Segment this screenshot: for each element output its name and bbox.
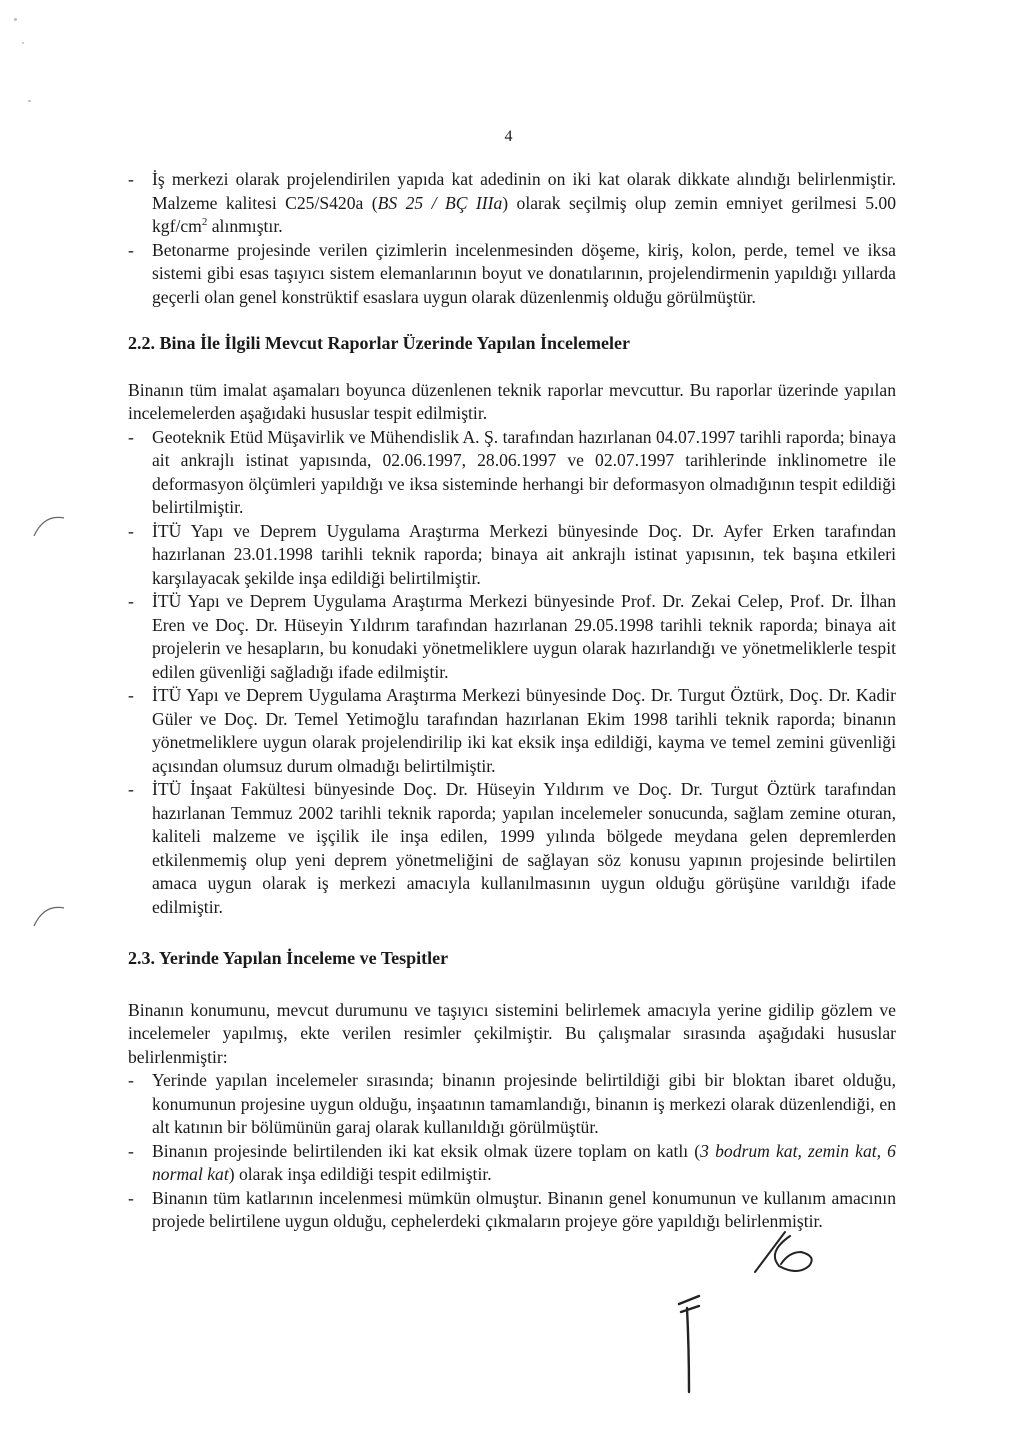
scan-speck xyxy=(14,18,17,21)
top-bullet-list xyxy=(128,168,896,309)
list-item: - Binanın projesinde belirtilenden iki kat eksik olmak üzere toplam on katlı (3 bodrum kat, zemin kat, 6 normal kat) olarak inşa edildiği tespit edilmiştir. xyxy=(128,1140,896,1184)
list-item: - İTÜ İnşaat Fakültesi bünyesinde Doç. Dr. Hüseyin Yıldırım ve Doç. Dr. Turgut Öztürk tarafından hazırlanan Temmuz 2002 tarihli teknik raporda; yapılan incelemeler sonucunda, sağlam zemine oturan, kaliteli malzeme ve işçilik ile inşa edilen, 1999 yılında bölgede meydana gelen depremlerden etkilenmemiş olup yeni deprem yönetmeliğini de sağlayan söz konusu yapının projesinde belirtilen amaca uygun olarak iş merkezi amacıyla kullanılmasının uygun olduğu görüşüne varıldığı ifade edilmiştir. xyxy=(128,779,896,917)
bullet-dash: - xyxy=(128,1187,134,1208)
bullet-dash: - xyxy=(128,520,134,541)
section-2-2-list xyxy=(128,426,896,920)
section-heading-2-2: 2.2. Bina İle İlgili Mevcut Raporlar Üzerinde Yapılan İncelemeler xyxy=(128,333,630,353)
margin-arc-mark xyxy=(30,900,70,930)
list-item: - Yerinde yapılan incelemeler sırasında; binanın projesinde belirtildiği gibi bir bloktan ibaret olduğu, konumunun projesine uygun olduğu, inşaatının tamamlandığı, binanın iş merkezi olarak düzenlendiği, en alt katının bir bölümünün garaj olarak kullanıldığı görülmüştür. xyxy=(128,1070,896,1137)
handwritten-signature xyxy=(665,1288,725,1398)
bullet-dash: - xyxy=(128,1070,134,1090)
page-body xyxy=(128,168,896,1234)
bullet-dash: - xyxy=(128,779,134,799)
bullet-dash: - xyxy=(128,239,134,260)
list-item: - İş merkezi olarak projelendirilen yapıda kat adedinin on iki kat olarak dikkate alındığı belirlenmiştir. Malzeme kalitesi C25/S420a (BS 25 / BÇ IIIa) olarak seçilmiş olup zemin emniyet gerilmesi 5.00 kgf/$cm^2$ alınmıştır. xyxy=(128,169,896,236)
margin-arc-mark xyxy=(30,510,70,540)
section-2-3-list xyxy=(128,1069,896,1234)
bullet-dash: - xyxy=(128,426,134,447)
list-item: - İTÜ Yapı ve Deprem Uygulama Araştırma Merkezi bünyesinde Doç. Dr. Ayfer Erken tarafından hazırlanan 23.01.1998 tarihli teknik raporda; binaya ait ankrajlı istinat yapısının, tek başına etkileri karşılayacak şekilde inşa edildiği belirtilmiştir. xyxy=(128,520,896,588)
bullet-dash: - xyxy=(128,685,134,705)
list-item: - İTÜ Yapı ve Deprem Uygulama Araştırma Merkezi bünyesinde Doç. Dr. Turgut Öztürk, Doç. Dr. Kadir Güler ve Doç. Dr. Temel Yetimoğlu tarafından hazırlanan Ekim 1998 tarihli teknik raporda; binanın yönetmeliklere uygun olarak projelendirilip iki kat eksik inşa edildiği, kayma ve temel zemini güvenliği açısından olumsuz durum olmadığı belirtilmiştir. xyxy=(128,685,896,776)
section-2-3-intro: Binanın konumunu, mevcut durumunu ve taşıyıcı sistemini belirlemek amacıyla yerine gidilip gözlem ve incelemeler yapılmış, ekte verilen resimler çekilmiştir. Bu çalışmalar sırasında aşağıdaki hususlar belirlenmiştir: xyxy=(128,999,896,1067)
list-item: - Betonarme projesinde verilen çizimlerin incelenmesinden döşeme, kiriş, kolon, perde, temel ve iksa sistemi gibi esas taşıyıcı sistem elemanlarının boyut ve donatılarının, projelendirmenin yapıldığı yıllarda geçerli olan genel konstrüktif esaslara uygun olarak düzenlenmiş olduğu görülmüştür. xyxy=(128,239,896,307)
scan-speck xyxy=(28,100,31,102)
scan-speck xyxy=(22,42,24,44)
list-item: - Binanın tüm katlarının incelenmesi mümkün olmuştur. Binanın genel konumunun ve kullanım amacının projede belirtilene uygun olduğu, cephelerdeki çıkmaların projeye göre yapıldığı belirlenmiştir. xyxy=(128,1187,896,1231)
page-number: 4 xyxy=(504,128,513,145)
bullet-dash: - xyxy=(128,591,134,611)
list-item: - Geoteknik Etüd Müşavirlik ve Mühendislik A. Ş. tarafından hazırlanan 04.07.1997 tarihli raporda; binaya ait ankrajlı istinat yapısında, 02.06.1997, 28.06.1997 ve 02.07.1997 tarihlerinde inklinometre ile deformasyon ölçümleri yapıldığı ve iksa sisteminde herhangi bir deformasyon olmadığının tespit edildiği belirtilmiştir. xyxy=(128,426,896,517)
section-heading-2-3: 2.3. Yerinde Yapılan İnceleme ve Tespitler xyxy=(128,948,449,968)
section-2-2-intro: Binanın tüm imalat aşamaları boyunca düzenlenen teknik raporlar mevcuttur. Bu raporlar üzerinde yapılan incelemelerden aşağıdaki hususlar tespit edilmiştir. xyxy=(128,379,896,423)
bullet-dash: - xyxy=(128,1140,134,1161)
bullet-dash: - xyxy=(128,169,134,189)
list-item: - İTÜ Yapı ve Deprem Uygulama Araştırma Merkezi bünyesinde Prof. Dr. Zekai Celep, Prof. Dr. İlhan Eren ve Doç. Dr. Hüseyin Yıldırım tarafından hazırlanan 29.05.1998 tarihli teknik raporda; binaya ait projelerin ve hesapların, bu konudaki yönetmeliklere uygun olarak hazırlandığı ve yönetmeliklerle tespit edilen güvenliği sağladığı ifade edilmiştir. xyxy=(128,591,896,682)
